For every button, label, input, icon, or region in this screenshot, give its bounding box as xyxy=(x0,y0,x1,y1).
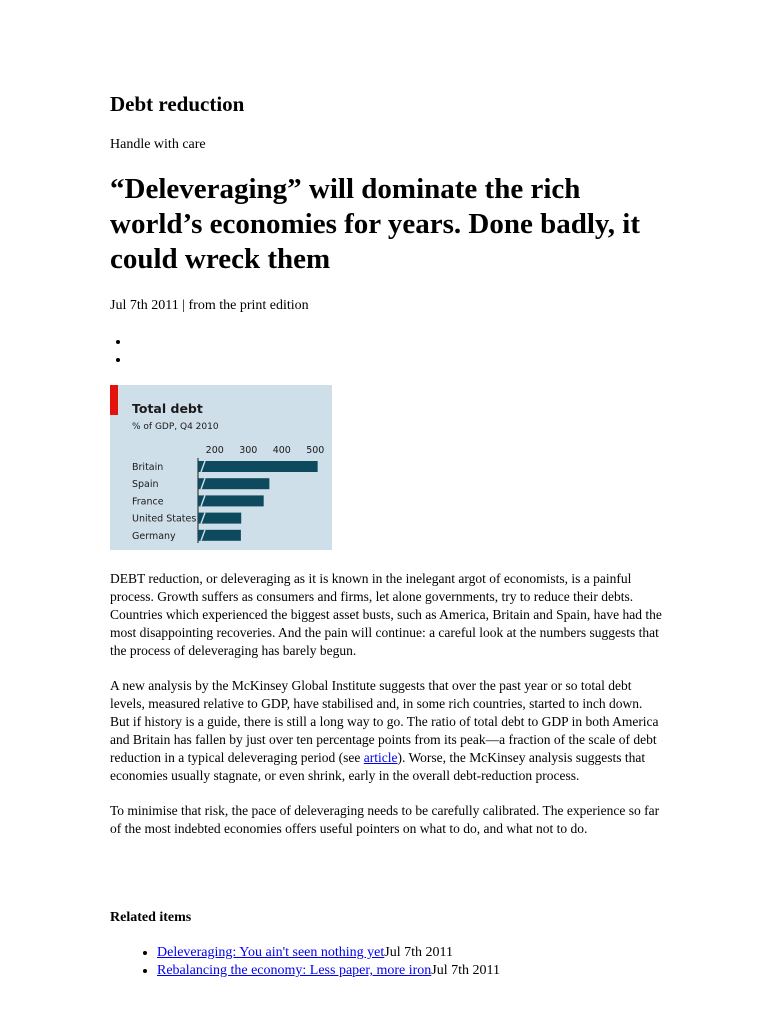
related-list xyxy=(110,944,500,980)
paragraph-2-text-a: A new analysis by the McKinsey Global Institute suggests that over the past year or so total debt levels, measured relative to GDP, have stabilised and, in some rich countries, started to inch down. But if history is a guide, there is still a long way to go. The ratio of total debt to GDP in both America and Britain has fallen by just over ten percentage points from its peak—a fraction of the scale of debt reduction in a typical deleveraging period (see xyxy=(110,678,659,765)
chart-category-label: Germany xyxy=(132,530,176,542)
related-date: Jul 7th 2011 xyxy=(384,945,453,960)
chart-subtitle: % of GDP, Q4 2010 xyxy=(132,422,219,432)
related-title: Related items xyxy=(110,910,192,925)
chart-plot xyxy=(110,385,332,550)
chart-bar xyxy=(198,495,264,506)
chart-tick-label: 500 xyxy=(306,445,325,456)
section-title: Debt reduction xyxy=(110,92,245,116)
related-item xyxy=(157,944,500,962)
headline: “Deleveraging” will dominate the rich world’s economies for years. Done badly, it could wreck them xyxy=(110,173,641,275)
chart-category-label: France xyxy=(132,496,164,508)
related-date: Jul 7th 2011 xyxy=(431,963,501,978)
paragraph-3: To minimise that risk, the pace of deleveraging needs to be carefully calibrated. The experience so far of the most indebted economies offers useful pointers on what to do, and what not to do. xyxy=(110,803,660,836)
paragraph-2-text-b: ). Worse, the McKinsey analysis suggests that economies usually stagnate, or even shrink, early in the overall debt-reduction process. xyxy=(110,750,646,783)
chart-tick-label: 400 xyxy=(272,445,291,456)
chart-tick-label: 300 xyxy=(239,445,258,456)
chart-tick-label: 200 xyxy=(205,445,224,456)
chart-category-label: Britain xyxy=(132,462,164,473)
paragraph-1: DEBT reduction, or deleveraging as it is known in the inelegant argot of economists, is a painful process. Growth suffers as consumers and firms, let alone governments, try to reduce their debts. Countries which experienced the biggest asset busts, such as America, Britain and Spain, have had the most disappointing recoveries. And the pain will continue: a careful look at the numbers suggests that the process of deleveraging has barely begun. xyxy=(110,571,662,658)
related-link[interactable]: Rebalancing the economy: Less paper, more iron xyxy=(157,963,432,978)
article-body xyxy=(110,570,662,855)
paragraph-2 xyxy=(110,677,662,785)
dateline: Jul 7th 2011 | from the print edition xyxy=(110,298,309,313)
subhead: Handle with care xyxy=(110,137,206,152)
chart-title: Total debt xyxy=(132,401,203,416)
related-link[interactable]: Deleveraging: You ain't seen nothing yet xyxy=(157,945,385,960)
total-debt-chart xyxy=(110,385,332,550)
chart-category-label: United States xyxy=(132,513,197,525)
chart-bar xyxy=(198,478,269,489)
share-bullets xyxy=(110,333,130,369)
related-item xyxy=(157,962,500,980)
chart-category-label: Spain xyxy=(132,479,159,491)
article-link[interactable]: article xyxy=(363,750,398,765)
chart-bar xyxy=(198,461,318,472)
